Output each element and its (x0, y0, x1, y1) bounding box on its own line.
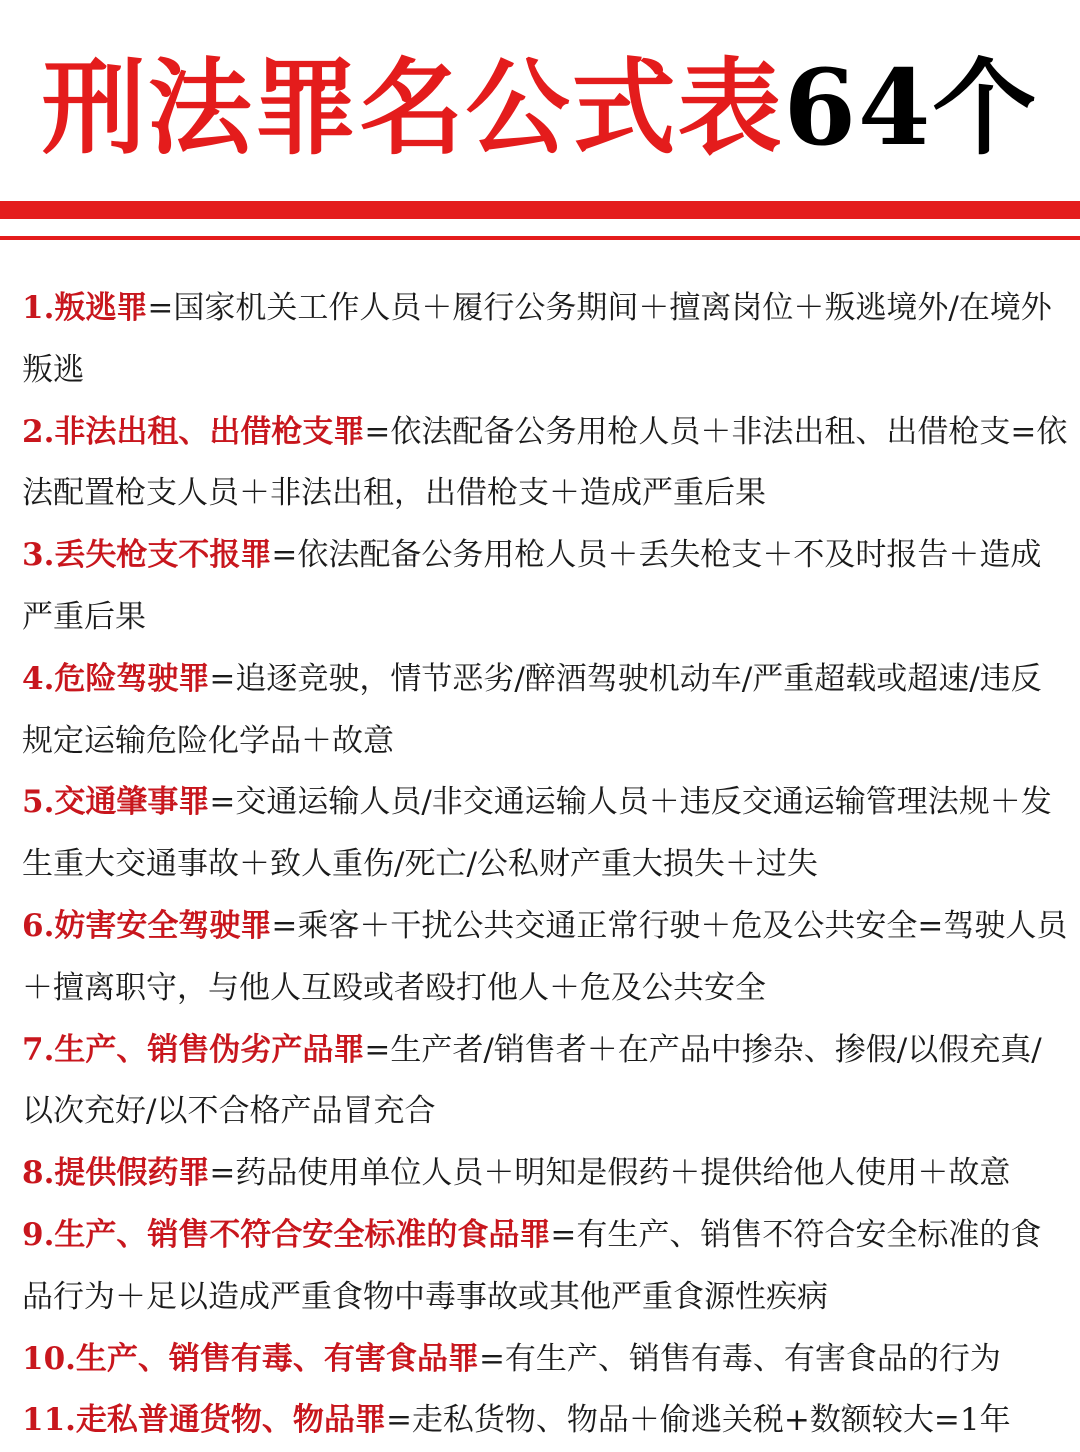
list-item (22, 525, 1068, 649)
crime-formula: =生产者/销售者＋在产品中掺杂、掺假/以假充真/以次充好/以不合格产品冒充合 (22, 1031, 1042, 1130)
formula-list (22, 278, 1068, 1452)
crime-formula: =有生产、销售有毒、有害食品的行为 (478, 1340, 1001, 1377)
list-item (22, 1390, 1068, 1452)
list-item (22, 1143, 1068, 1205)
crime-name: 5.交通肇事罪 (22, 784, 210, 821)
list-item (22, 649, 1068, 773)
list-item (22, 1329, 1068, 1391)
crime-name: 9.生产、销售不符合安全标准的食品罪 (22, 1216, 551, 1253)
crime-name: 3.丢失枪支不报罪 (22, 537, 272, 574)
crime-name: 2.非法出租、出借枪支罪 (22, 413, 365, 450)
crime-name: 7.生产、销售伪劣产品罪 (22, 1031, 365, 1068)
list-item (22, 1020, 1068, 1144)
divider-thick (0, 201, 1080, 219)
crime-formula: =依法配备公务用枪人员＋丢失枪支＋不及时报告＋造成严重后果 (22, 537, 1042, 635)
list-item (22, 278, 1068, 402)
list-item (22, 1205, 1068, 1329)
divider-thin (0, 236, 1080, 240)
crime-formula: =国家机关工作人员＋履行公务期间＋擅离岗位＋叛逃境外/在境外叛逃 (22, 290, 1052, 388)
header (0, 0, 1080, 200)
list-item (22, 896, 1068, 1020)
crime-name: 10.生产、销售有毒、有害食品罪 (22, 1340, 479, 1377)
crime-name: 11.走私普通货物、物品罪 (22, 1402, 386, 1439)
crime-formula: =交通运输人员/非交通运输人员＋违反交通运输管理法规＋发生重大交通事故＋致人重伤/死亡/公私财产重大损失＋过失 (22, 784, 1052, 883)
crime-name: 6.妨害安全驾驶罪 (22, 907, 272, 944)
page-title (0, 48, 1080, 168)
crime-formula: =乘客＋干扰公共交通正常行驶＋危及公共安全=驾驶人员＋擅离职守，与他人互殴或者殴打他人＋危及公共安全 (22, 907, 1068, 1006)
list-item (22, 402, 1068, 526)
crime-formula: =药品使用单位人员＋明知是假药＋提供给他人使用＋故意 (209, 1155, 1011, 1192)
crime-name: 8.提供假药罪 (22, 1155, 210, 1192)
crime-formula: =有生产、销售不符合安全标准的食品行为＋足以造成严重食物中毒事故或其他严重食源性疾病 (22, 1216, 1042, 1315)
crime-formula: =走私货物、物品＋偷逃关税+数额较大=1年 (385, 1402, 1011, 1439)
list-item (22, 772, 1068, 896)
title-red-part: 刑法罪名公式表 (41, 46, 784, 169)
crime-name: 4.危险驾驶罪 (22, 660, 210, 697)
crime-name: 1.叛逃罪 (22, 290, 148, 326)
crime-formula: =依法配备公务用枪人员＋非法出租、出借枪支=依法配置枪支人员＋非法出租，出借枪支＋造成严重后果 (22, 413, 1068, 512)
title-count-part: 64个 (783, 46, 1039, 169)
crime-formula: =追逐竞驶，情节恶劣/醉酒驾驶机动车/严重超载或超速/违反规定运输危险化学品＋故意 (22, 660, 1042, 759)
